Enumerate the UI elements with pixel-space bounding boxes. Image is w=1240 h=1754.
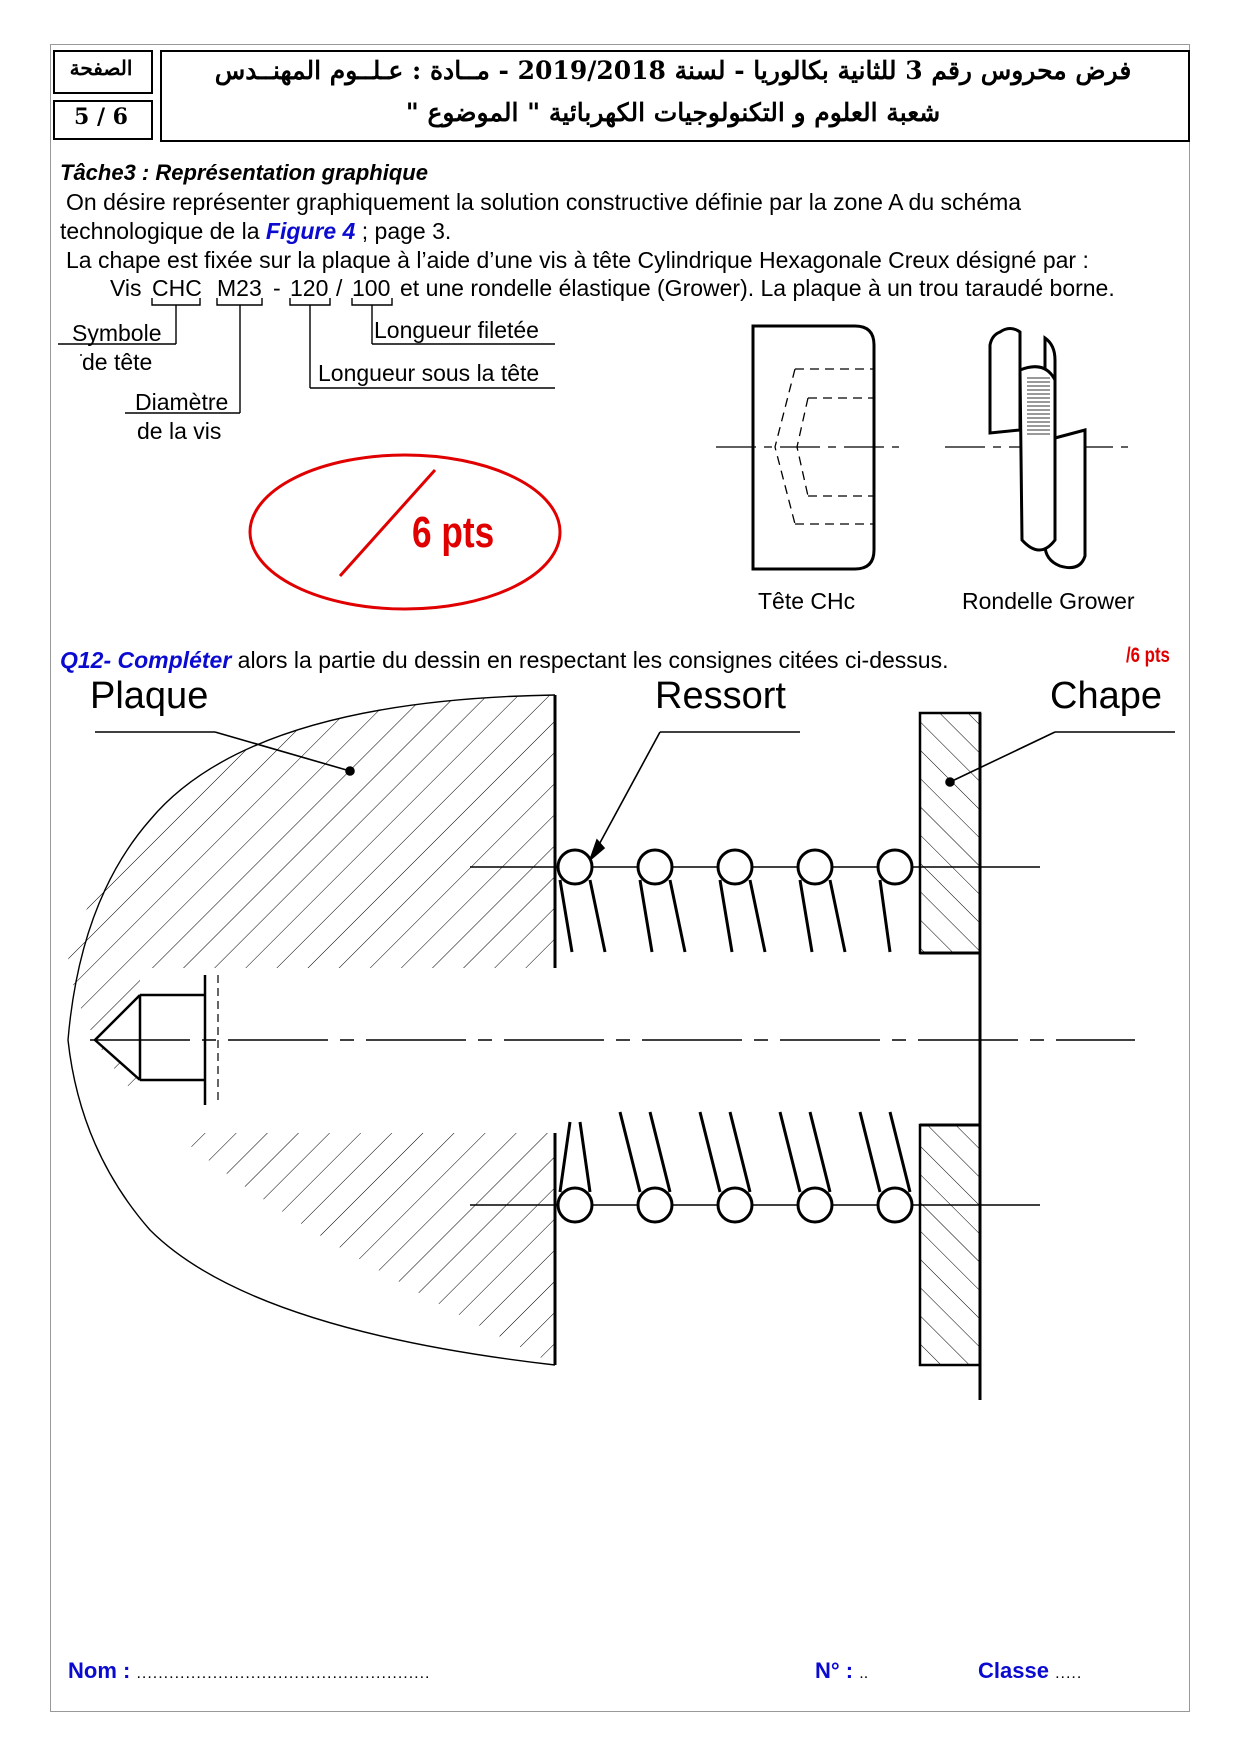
num-label: N° : xyxy=(815,1658,854,1683)
annot-longueur-filetee: Longueur filetée xyxy=(374,317,539,343)
question-text: alors la partie du dessin en respectant les consignes citées ci-dessus. xyxy=(231,647,949,673)
plaque-section xyxy=(68,695,555,1365)
classe-dots[interactable]: ..... xyxy=(1055,1665,1083,1682)
designation-prefix: Vis xyxy=(110,275,142,301)
page-number: 5 / 6 xyxy=(74,104,128,130)
caption-rondelle-grower: Rondelle Grower xyxy=(962,588,1135,614)
annot-longueur-sous-tete: Longueur sous la tête xyxy=(318,360,540,386)
classe-label: Classe xyxy=(978,1658,1049,1683)
figure-link: Figure 4 xyxy=(265,218,356,244)
designation-120: 120 xyxy=(290,275,329,301)
label-plaque: Plaque xyxy=(90,675,209,717)
designation-sep1: - xyxy=(273,275,281,301)
designation-suffix: et une rondelle élastique (Grower). La plaque à un trou taraudé borne. xyxy=(400,275,1115,301)
nom-dots[interactable]: ...................................................... xyxy=(136,1665,431,1682)
tete-chc-drawing xyxy=(716,326,899,569)
grower-drawing xyxy=(945,329,1128,568)
chape-section xyxy=(920,713,980,1400)
annot-diametre: Diamètre xyxy=(135,389,229,415)
para1-prefix: technologique de la xyxy=(60,218,266,244)
label-chape: Chape xyxy=(1050,675,1162,717)
nom-label: Nom : xyxy=(68,1658,131,1683)
title-line1: فرض محروس رقم 3 للثانية بكالوريا - لسنة 2019/2018 - مــادة : عـلــوم المهنــدس xyxy=(214,56,1132,85)
label-ressort: Ressort xyxy=(655,675,786,717)
task-title: Tâche3 : Représentation graphique xyxy=(60,160,428,185)
designation-100: 100 xyxy=(352,275,391,301)
annot-de-tete: de tête xyxy=(82,349,153,375)
para1-suffix: ; page 3. xyxy=(355,218,452,244)
annot-symbole: Symbole xyxy=(72,320,162,346)
caption-tete-chc: Tête CHc xyxy=(758,588,856,614)
annot-de-la-vis: de la vis xyxy=(137,418,222,444)
designation-sep2: / xyxy=(336,275,343,301)
question-points: /6 pts xyxy=(1126,644,1170,667)
para1-line1: On désire représenter graphiquement la solution constructive définie par la zone A du schéma xyxy=(66,189,1022,215)
ressort-section xyxy=(558,850,912,1222)
score-ellipse xyxy=(250,455,560,609)
designation-brackets xyxy=(58,298,555,413)
title-line2: شعبة العلوم و التكنولوجيات الكهربائية " الموضوع " xyxy=(405,98,941,127)
para2-line1: La chape est fixée sur la plaque à l’aide d’une vis à tête Cylindrique Hexagonale Creux désigné par : xyxy=(66,247,1089,273)
page-label: الصفحة xyxy=(69,56,133,80)
designation-m23: M23 xyxy=(217,275,262,301)
question-label: Q12- Compléter xyxy=(60,647,232,673)
num-dots[interactable]: .. xyxy=(859,1665,869,1682)
designation-chc: CHC xyxy=(152,275,202,301)
score-big: 6 pts xyxy=(412,508,495,557)
